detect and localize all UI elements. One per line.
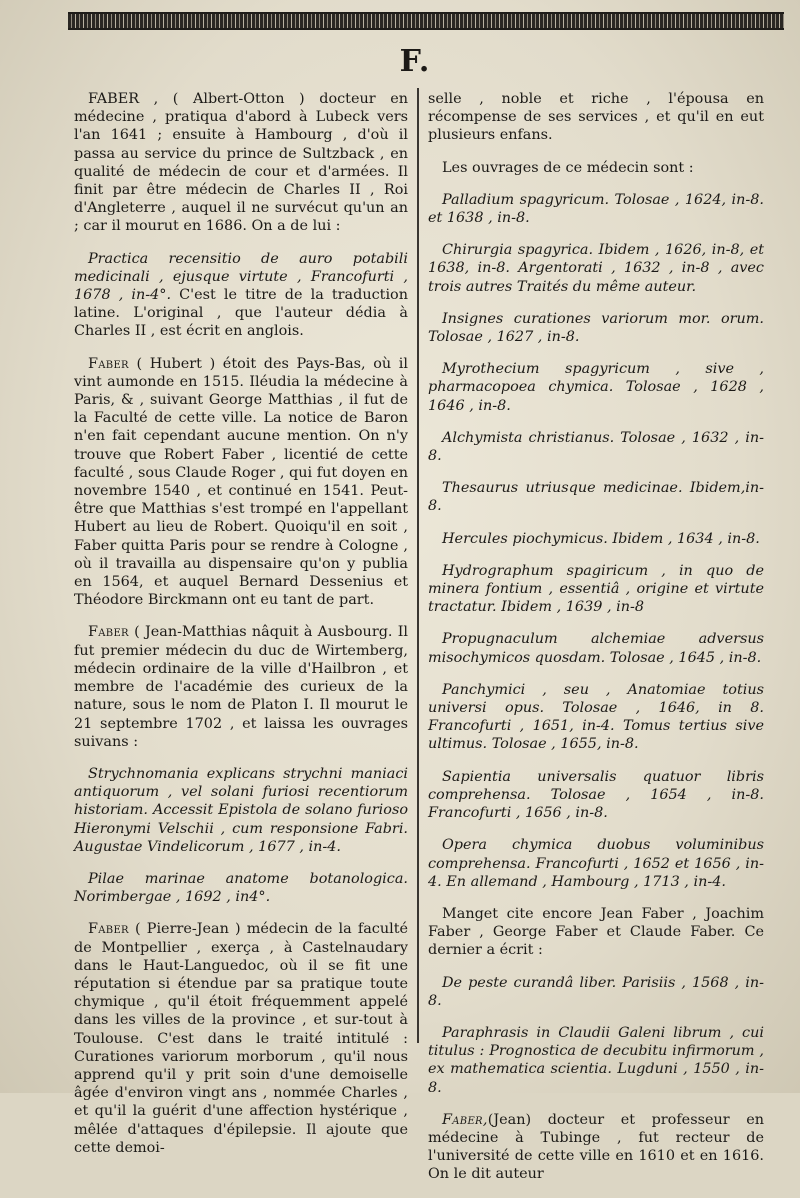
entry-continuation: selle , noble et riche , l'épousa en récompense de ses services , et qu'il en eut plusieurs enfans.: [428, 91, 764, 144]
entry-faber-hubert: [74, 355, 408, 610]
entry-faber-albert: FABER , ( Albert-Otton ) docteur en médecine , pratiqua d'abord à Lubeck vers l'an 1641 ; ensuite à Hambourg , d'où il passa au service du prince de Sultzback , en qualité de médecin de cour et d'armées. Il finit par être médecin de Charles II , Roi d'Angleterre , auquel il ne survécut qu'un an ; car il mourut en 1686. On a de lui :: [74, 91, 408, 235]
work-item: Hercules piochymicus. Ibidem , 1634 , in-8.: [442, 530, 760, 547]
section-letter: F.: [399, 44, 431, 79]
work-item: Insignes curationes variorum mor. orum. Tolosae , 1627 , in-8.: [428, 310, 764, 346]
work-item: Hydrographum spagiricum , in quo de minera fontium , essentiâ , origine et virtute tractatur. Ibidem , 1639 , in-8: [428, 562, 764, 616]
column-divider: [417, 88, 419, 1043]
entry-name: Faber: [88, 624, 129, 641]
work-item: Sapientia universalis quatuor libris comprehensa. Tolosae , 1654 , in-8. Francofurti , 1656 , in-8.: [428, 768, 764, 822]
top-ornament-band: [68, 12, 784, 30]
entry-name: Faber,: [442, 1111, 488, 1128]
works-intro: Les ouvrages de ce médecin sont :: [442, 159, 694, 176]
work-item: Panchymici , seu , Anatomiae totius universi opus. Tolosae , 1646, in 8. Francofurti , 1651, in-4. Tomus tertius sive ultimus. Tolosae , 1655, in-8.: [428, 681, 764, 753]
entry-faber-jean: [428, 1111, 764, 1184]
work-item: Opera chymica duobus voluminibus comprehensa. Francofurti , 1652 et 1656 , in-4. En allemand , Hambourg , 1713 , in-4.: [428, 837, 764, 890]
work-item: Thesaurus utriusque medicinae. Ibidem,in-8.: [428, 480, 764, 515]
work-practica: [74, 250, 408, 341]
work-item: Palladium spagyricum. Tolosae , 1624, in-8. et 1638 , in-8.: [428, 191, 764, 227]
entry-text: ( Jean-Matthias nâquit à Ausbourg. Il fut premier médecin du duc de Wirtemberg, médecin ordinaire de la ville d'Hailbron , et membre de l'académie des curieux de la nature, sous le nom de Platon I. Il mourut le 21 septembre 1702 , et laissa les ouvrages suivans :: [74, 624, 408, 750]
work-strychnomania: Strychnomania explicans strychni maniaci antiquorum , vel solani furiosi recentiorum historiam. Accessit Epistola de solano furioso Hieronymi Velschii , cum responsione Fabri. Augustae Vindelicorum , 1677 , in-4.: [74, 765, 408, 855]
work-pilae-marinae: Pilae marinae anatome botanologica. Norimbergae , 1692 , in4°.: [74, 870, 408, 906]
work-item: Alchymista christianus. Tolosae , 1632 , in-8.: [428, 429, 764, 465]
work-item: Propugnaculum alchemiae adversus misochymicos quosdam. Tolosae , 1645 , in-8.: [428, 631, 764, 666]
work-item: Chirurgia spagyrica. Ibidem , 1626, in-8, et 1638, in-8. Argentorati , 1632 , in-8 , avec trois autres Traités du même auteur.: [428, 242, 764, 295]
work-item: Myrothecium spagyricum , sive , pharmacopoea chymica. Tolosae , 1628 , 1646 , in-8.: [428, 361, 764, 414]
manget-note: Manget cite encore Jean Faber , Joachim Faber , George Faber et Claude Faber. Ce dernier a écrit :: [428, 905, 764, 959]
entry-text: ( Hubert ) étoit des Pays-Bas, où il vint aumonde en 1515. Iléudia la médecine à Paris, & , suivant George Matthias , il fut de la Faculté de cette ville. La notice de Baron n'en fait cependant aucune mention. On n'y trouve que Robert Faber , licentié de cette faculté , sous Claude Roger , qui fut doyen en novembre 1540 , et continué en 1541. Peut-être que Matthias s'est trompé en l'appellant Hubert au lieu de Robert. Quoiqu'il en soit , Faber quitta Paris pour se rendre à Cologne , où il travailla au dispensaire qu'on y publia en 1564, et auquel Bernard Dessenius et Théodore Birckmann ont eu tant de part.: [74, 355, 408, 609]
entry-name: Faber: [88, 921, 129, 938]
entry-text: (Jean) docteur et professeur en médecine à Tubinge , fut recteur de l'université de cette ville en 1610 et en 1616. On le dit auteur: [428, 1111, 764, 1183]
right-column: [428, 90, 764, 1198]
entry-faber-jean-matthias: [74, 623, 408, 750]
work-note: C'est le titre de la traduction latine. L'original , que l'auteur dédia à Charles II , est écrit en anglois.: [74, 287, 408, 340]
work-item: Paraphrasis in Claudii Galeni librum , cui titulus : Prognostica de decubitu infirmorum , ex mathematica scientia. Lugduni , 1550 , in-8.: [428, 1024, 764, 1096]
entry-faber-pierre-jean: [74, 920, 408, 1157]
work-item: De peste curandâ liber. Parisiis , 1568 , in-8.: [428, 974, 764, 1009]
entry-name: Faber: [88, 355, 129, 372]
work-title: Practica recensitio de auro potabili medicinali , ejusque virtute , Francofurti , 1678 , in-4°.: [74, 250, 408, 304]
left-column: [74, 90, 408, 1171]
entry-text: ( Pierre-Jean ) médecin de la faculté de Montpellier , exerça , à Castelnaudary dans le Haut-Languedoc, où il se fit une réputation si étendue par sa pratique toute chymique , qu'il étoit fréquemment appelé dans les villes de la province , et sur-tout à Toulouse. C'est dans le traité intitulé : Curationes variorum morborum , qu'il nous apprend qu'il y prit soin d'une demoiselle âgée d'environ vingt ans , nommée Charles , et qu'il la guérit d'une affection hystérique , mêlée d'attaques d'épilepsie. Il ajoute que cette demoi-: [74, 921, 408, 1156]
